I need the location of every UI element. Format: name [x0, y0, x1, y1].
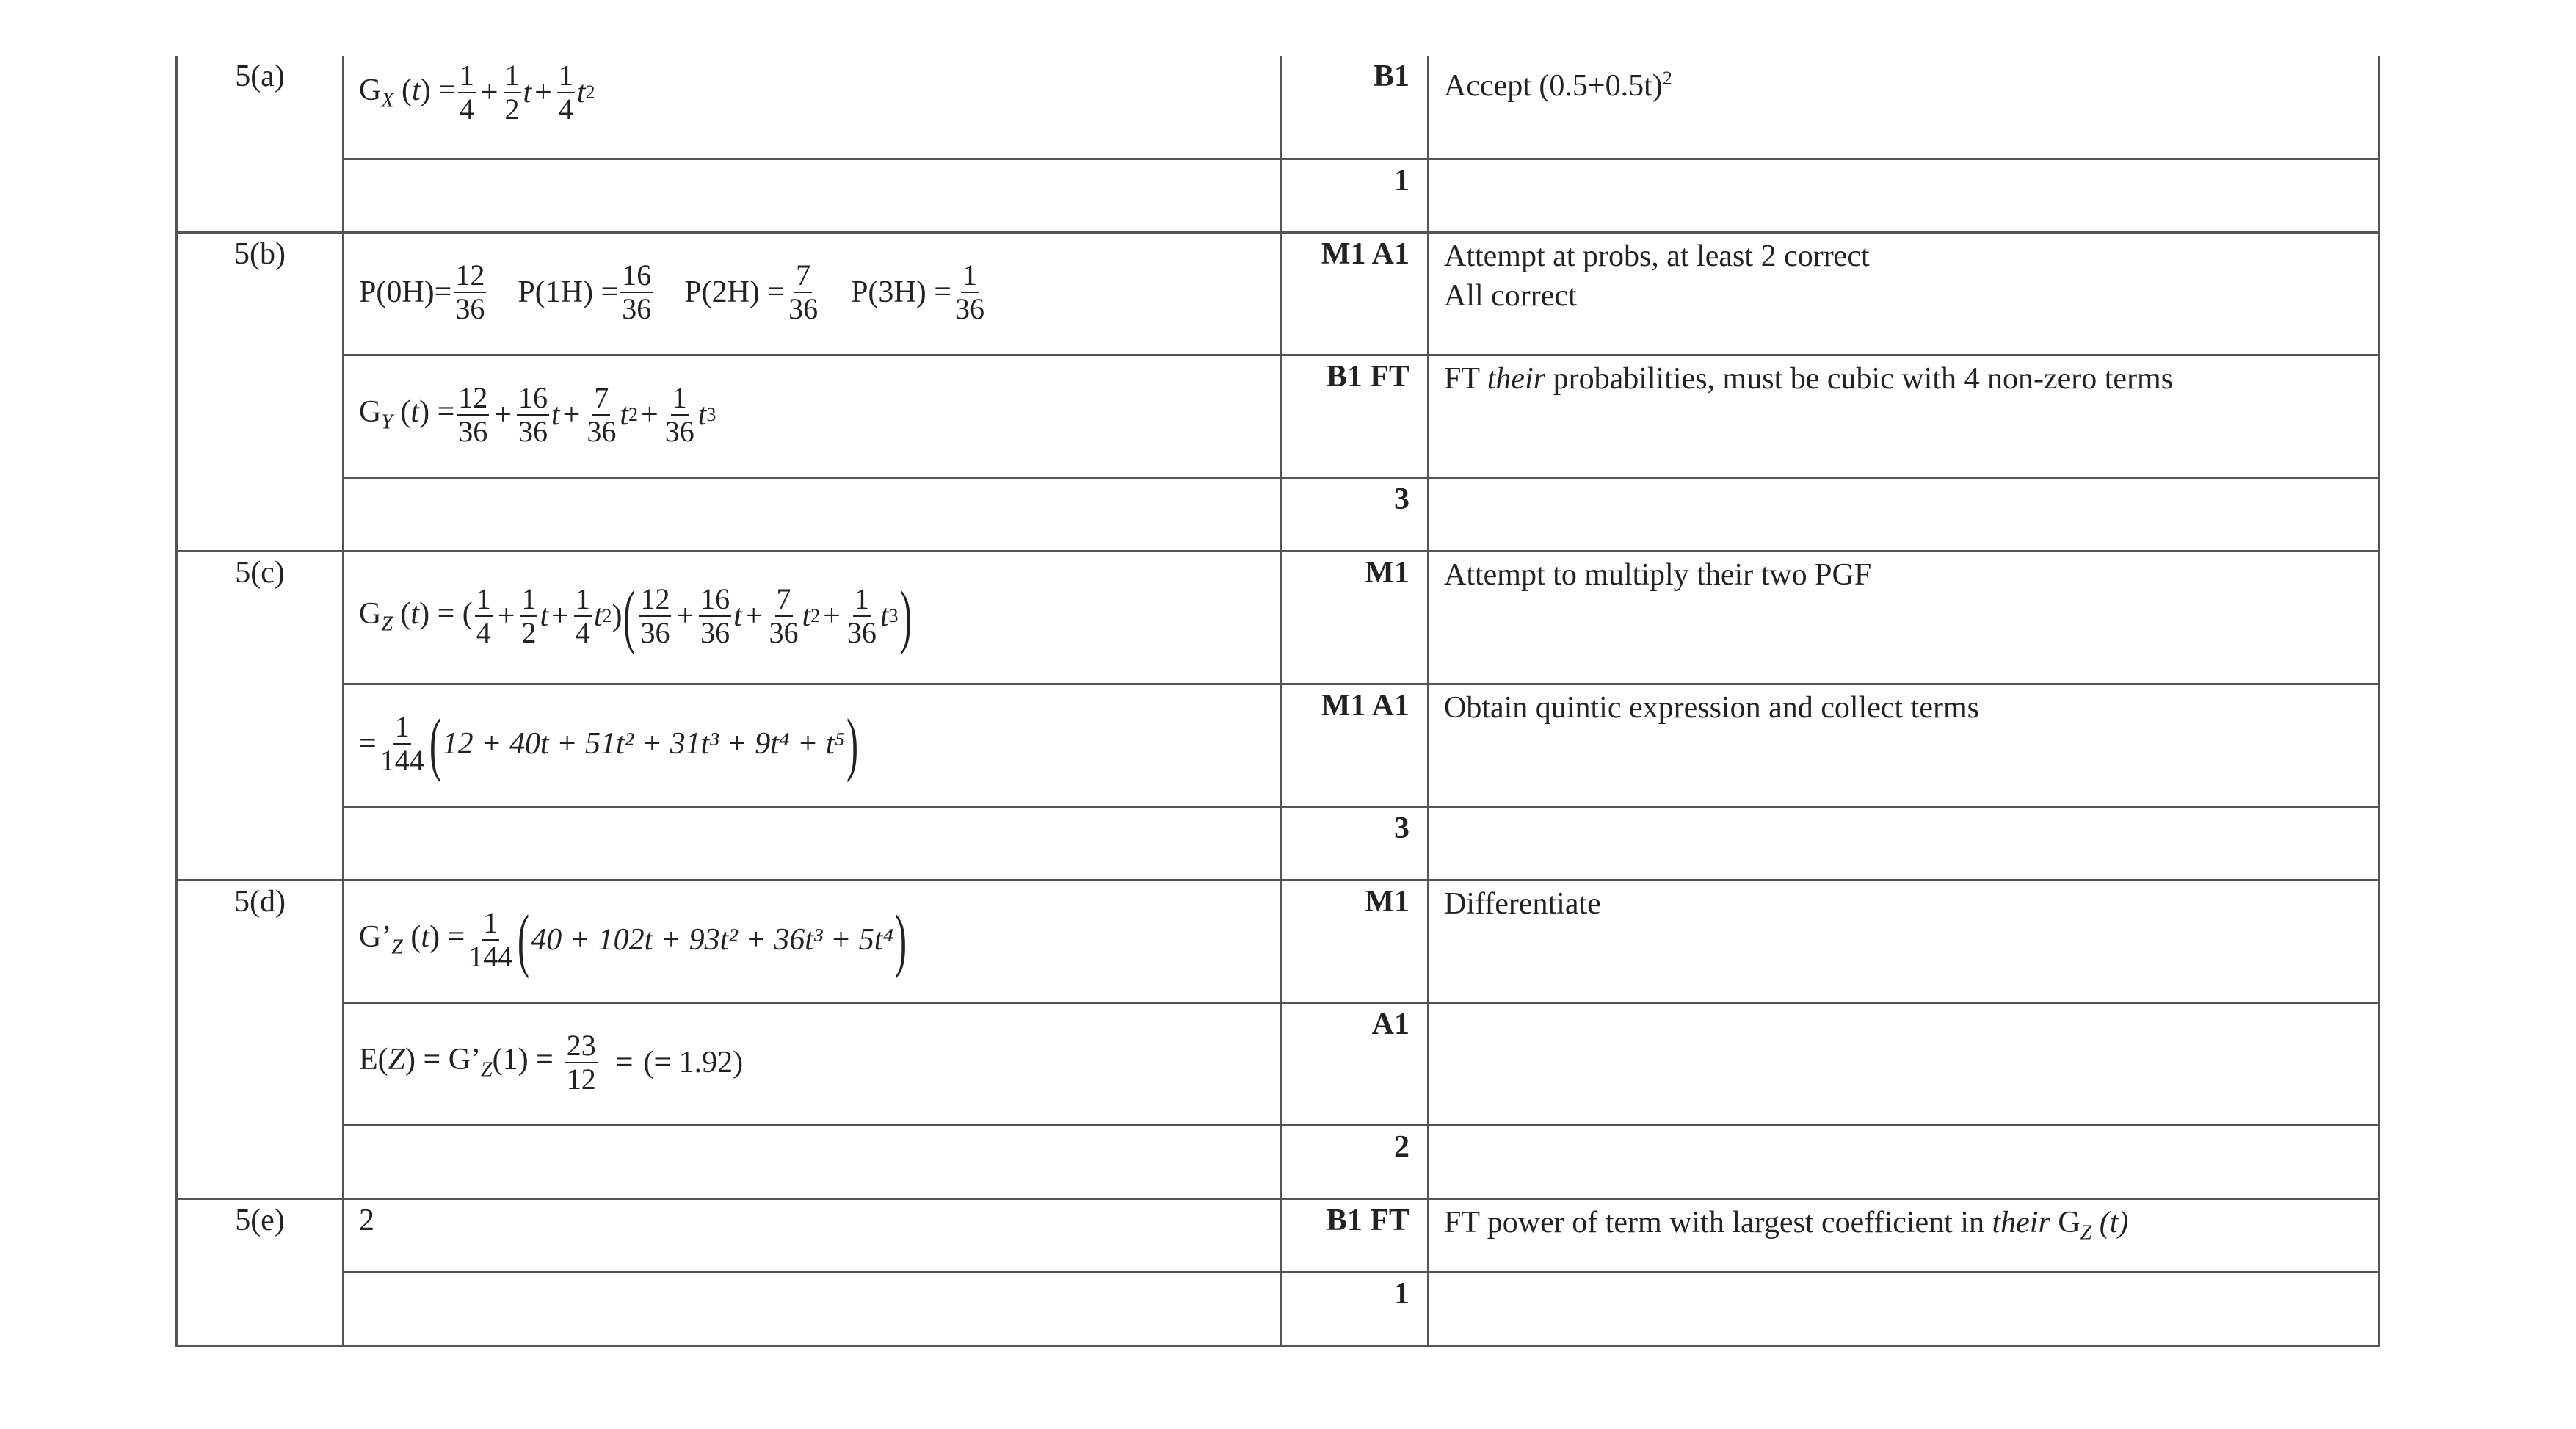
math-expression: P(0H)= $\frac{12}{36}$ P(1H) = $\frac{16}{36}$ P(2H) = $\frac{7}{36}$ P(3H) = $\frac{1}{36}$	[359, 258, 984, 325]
comment-cell: FT their probabilities, must be cubic with 4 non-zero terms	[1429, 355, 2379, 477]
mark-cell: B1 FT	[1281, 1198, 1429, 1272]
total-marks: 2	[1281, 1125, 1429, 1198]
total-marks: 1	[1281, 159, 1429, 232]
comment-cell: Obtain quintic expression and collect terms	[1429, 684, 2379, 806]
question-part: 5(a)	[177, 56, 344, 232]
total-marks: 1	[1281, 1272, 1429, 1345]
table-row	[177, 1002, 2379, 1125]
question-part: 5(e)	[177, 1198, 344, 1345]
question-part: 5(d)	[177, 880, 344, 1198]
total-marks: 3	[1281, 806, 1429, 880]
mark-cell: M1 A1	[1281, 684, 1429, 806]
mark-cell: B1 FT	[1281, 355, 1429, 477]
answer-cell	[344, 56, 1281, 159]
table-row	[177, 1125, 2379, 1198]
answer-cell: 2	[344, 1198, 1281, 1272]
table-row	[177, 1272, 2379, 1345]
table-row	[177, 551, 2379, 684]
table-row	[177, 880, 2379, 1002]
table-row	[177, 159, 2379, 232]
mark-scheme-sheet	[175, 56, 2378, 1347]
comment-cell: Differentiate	[1429, 880, 2379, 1002]
math-expression: $G_Y$ (t) = $\frac{12}{36}$ + $\frac{16}{36}$ t + $\frac{7}{36}$ t 2 + $\frac{1}{36}$ t 3	[359, 380, 716, 448]
question-part: 5(b)	[177, 232, 344, 551]
mark-cell: M1	[1281, 880, 1429, 1002]
math-expression: $G’_Z$ (t) = $\frac{1}{144}$ ( 40 + 102t + 93t² + 36t³ + 5t⁴ )	[359, 900, 907, 979]
question-part: 5(c)	[177, 551, 344, 880]
mark-cell: M1	[1281, 551, 1429, 684]
mark-cell: M1 A1	[1281, 232, 1429, 355]
table-row	[177, 684, 2379, 806]
answer-cell	[344, 880, 1281, 1002]
table-row	[177, 232, 2379, 355]
table-row	[177, 56, 2379, 159]
table-row	[177, 477, 2379, 551]
total-marks: 3	[1281, 477, 1429, 551]
comment-cell: Attempt to multiply their two PGF	[1429, 551, 2379, 684]
comment-cell: FT power of term with largest coefficient in their $G_Z$ (t)	[1429, 1198, 2379, 1272]
math-expression: $E(Z) = G’_Z(1)$ = $\frac{23}{12}$ = (= 1.92)	[359, 1028, 744, 1096]
answer-cell	[344, 551, 1281, 684]
answer-cell	[344, 232, 1281, 355]
table-row	[177, 806, 2379, 880]
answer-cell	[344, 684, 1281, 806]
comment-cell: Accept $(0.5+0.5t)^2$	[1429, 56, 2379, 159]
table-row	[177, 355, 2379, 477]
table-row	[177, 1198, 2379, 1272]
answer-cell	[344, 355, 1281, 477]
math-expression: $G_Z$ (t) = ( $\frac{1}{4}$ + $\frac{1}{2}$ t + $\frac{1}{4}$ t 2 ) ( $\frac{12}{36}$ + $\frac{16}{36}$ t + $\frac{7}{36}$ t 2 + $\frac{1}{36}$ t 3 )	[359, 576, 912, 655]
mark-cell: A1	[1281, 1002, 1429, 1125]
comment-cell: Attempt at probs, at least 2 correct All correct	[1429, 232, 2379, 355]
mark-scheme-table	[175, 56, 2380, 1347]
mark-cell: B1	[1281, 56, 1429, 159]
answer-cell	[344, 1002, 1281, 1125]
math-expression: $G_X$ (t) = $\frac{1}{4}$ + $\frac{1}{2}$ t + $\frac{1}{4}$ t 2	[359, 59, 595, 126]
math-expression: = $\frac{1}{144}$ ( 12 + 40t + 51t² + 31t³ + 9t⁴ + t⁵ )	[359, 703, 859, 783]
